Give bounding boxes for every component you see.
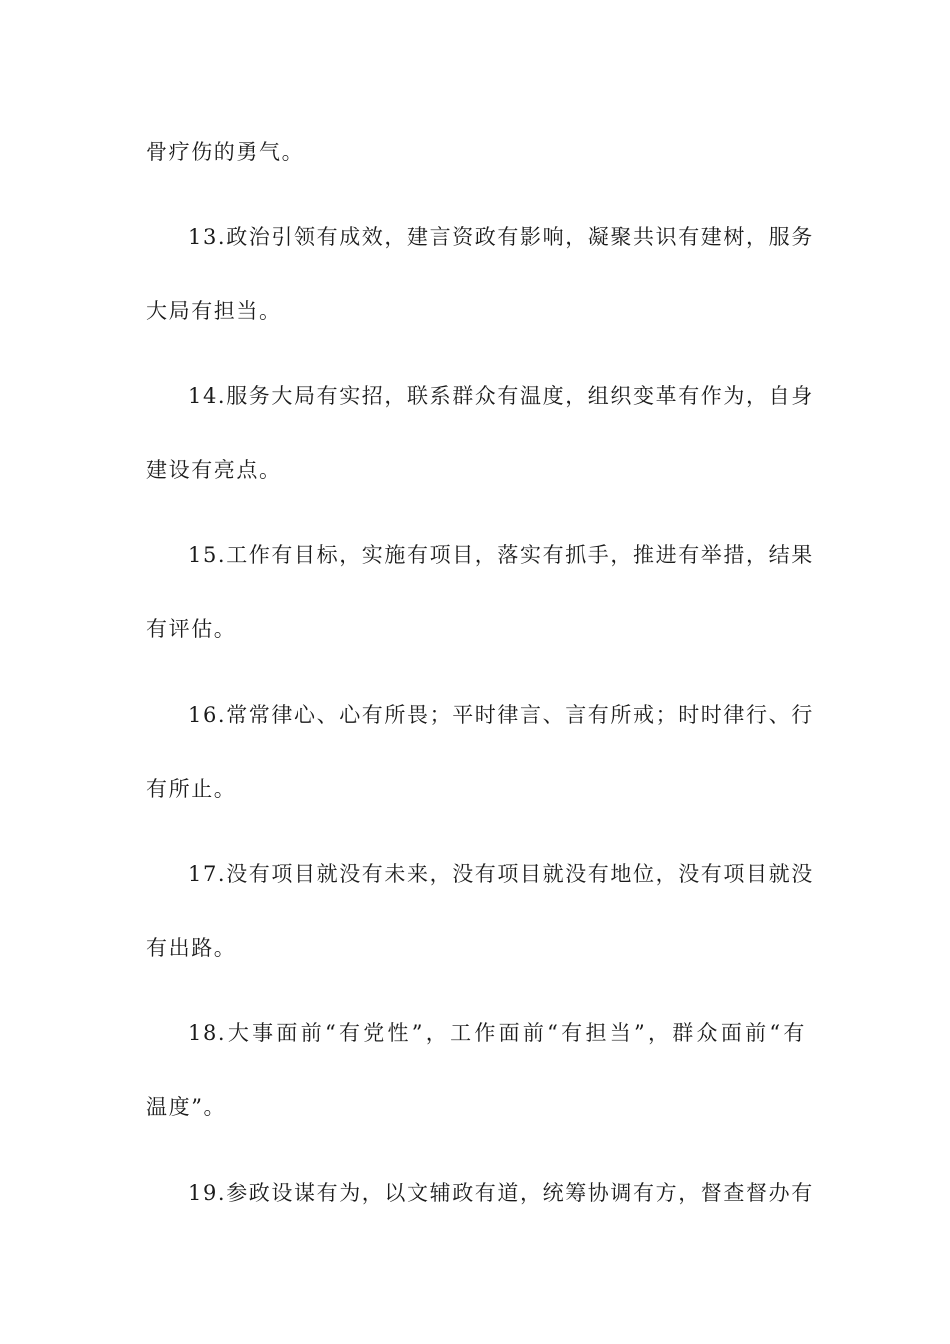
item-18-line-1: 18.大事面前“有党性”，工作面前“有担当”，群众面前“有 <box>188 1021 806 1045</box>
item-17-line-1: 17.没有项目就没有未来，没有项目就没有地位，没有项目就没 <box>188 862 814 886</box>
paragraph-12-continuation: 骨疗伤的勇气。 <box>146 140 305 164</box>
item-15-line-1: 15.工作有目标，实施有项目，落实有抓手，推进有举措，结果 <box>188 543 814 567</box>
item-16-line-1: 16.常常律心、心有所畏；平时律言、言有所戒；时时律行、行 <box>188 703 814 727</box>
item-13-line-2: 大局有担当。 <box>146 299 282 323</box>
item-14-line-1: 14.服务大局有实招，联系群众有温度，组织变革有作为，自身 <box>188 384 814 408</box>
item-19-line-1: 19.参政设谋有为，以文辅政有道，统筹协调有方，督查督办有 <box>188 1181 814 1205</box>
item-14-line-2: 建设有亮点。 <box>146 458 282 482</box>
item-15-line-2: 有评估。 <box>146 617 237 641</box>
item-13-line-1: 13.政治引领有成效，建言资政有影响，凝聚共识有建树，服务 <box>188 225 814 249</box>
item-16-line-2: 有所止。 <box>146 777 237 801</box>
item-17-line-2: 有出路。 <box>146 936 237 960</box>
item-18-line-2: 温度”。 <box>146 1095 227 1119</box>
